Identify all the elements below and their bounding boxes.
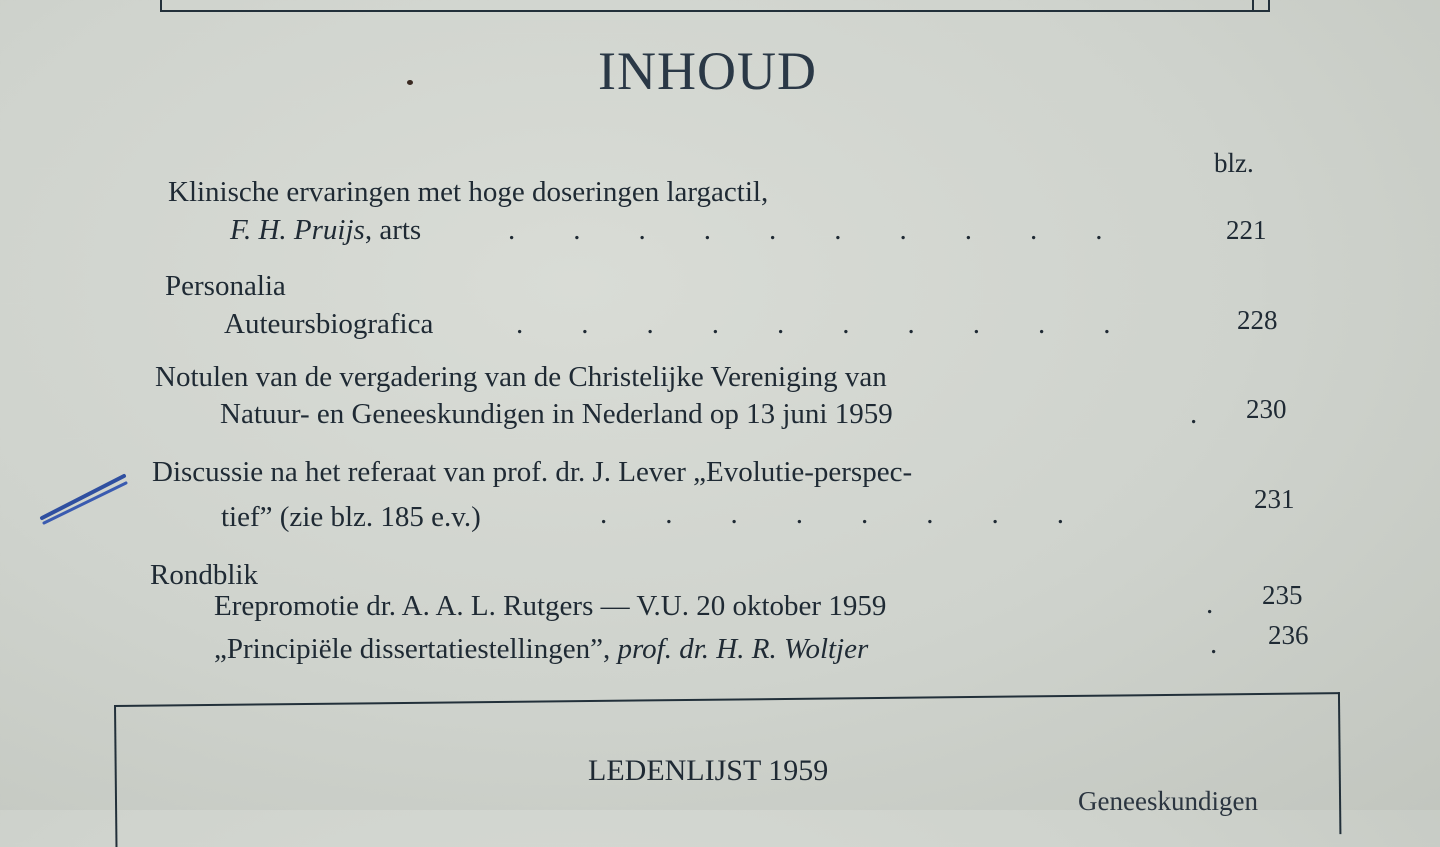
entry-page-number: 231: [1254, 484, 1295, 514]
section-heading: Personalia: [165, 270, 286, 302]
entry-title: Klinische ervaringen met hoge doseringen largactil,: [168, 176, 769, 208]
entry-title: Erepromotie dr. A. A. L. Rutgers — V.U. 20 oktober 1959: [214, 590, 887, 622]
top-frame-border: [160, 0, 1270, 12]
leader-dots: . . . . . . . . . .: [516, 308, 1111, 340]
leader-dots: .: [1210, 628, 1218, 660]
leader-dots: .: [1206, 588, 1214, 620]
entry-title: „Principiële dissertatiestellingen”,: [214, 633, 618, 665]
entry-title-with-author: [214, 633, 868, 666]
entry-title-line2: tief” (zie blz. 185 e.v.): [221, 501, 481, 533]
entry-page-number: 230: [1246, 394, 1287, 424]
cut-off-text: Geneeskundigen: [1078, 786, 1258, 816]
section-heading: Rondblik: [150, 559, 258, 591]
entry-title-line2: Natuur- en Geneeskundigen in Nederland op 13 juni 1959: [220, 398, 893, 430]
entry-page-number: 235: [1262, 580, 1303, 610]
entry-author-name: F. H. Pruijs: [230, 214, 365, 246]
leader-dots: . . . . . . . . . .: [508, 214, 1103, 246]
entry-author-line: [230, 214, 421, 247]
leader-dots: .: [1190, 398, 1198, 430]
entry-page-number: 221: [1226, 215, 1267, 245]
entry-author-name: prof. dr. H. R. Woltjer: [617, 633, 869, 665]
ink-speck: [407, 80, 413, 85]
page-column-label: blz.: [1214, 148, 1254, 178]
entry-title: Auteursbiografica: [224, 308, 434, 340]
entry-title-line1: Discussie na het referaat van prof. dr. J. Lever „Evolutie-perspec-: [152, 456, 913, 488]
entry-page-number: 228: [1237, 305, 1278, 335]
leader-dots: . . . . . . . .: [600, 498, 1064, 530]
pen-mark-icon: [38, 466, 130, 526]
page-title: INHOUD: [598, 41, 817, 101]
entry-title-line1: Notulen van de vergadering van de Christelijke Vereniging van: [155, 361, 887, 393]
ledenlijst-title: LEDENLIJST 1959: [588, 754, 829, 787]
entry-page-number: 236: [1268, 620, 1309, 650]
entry-author-suffix: , arts: [364, 214, 422, 246]
